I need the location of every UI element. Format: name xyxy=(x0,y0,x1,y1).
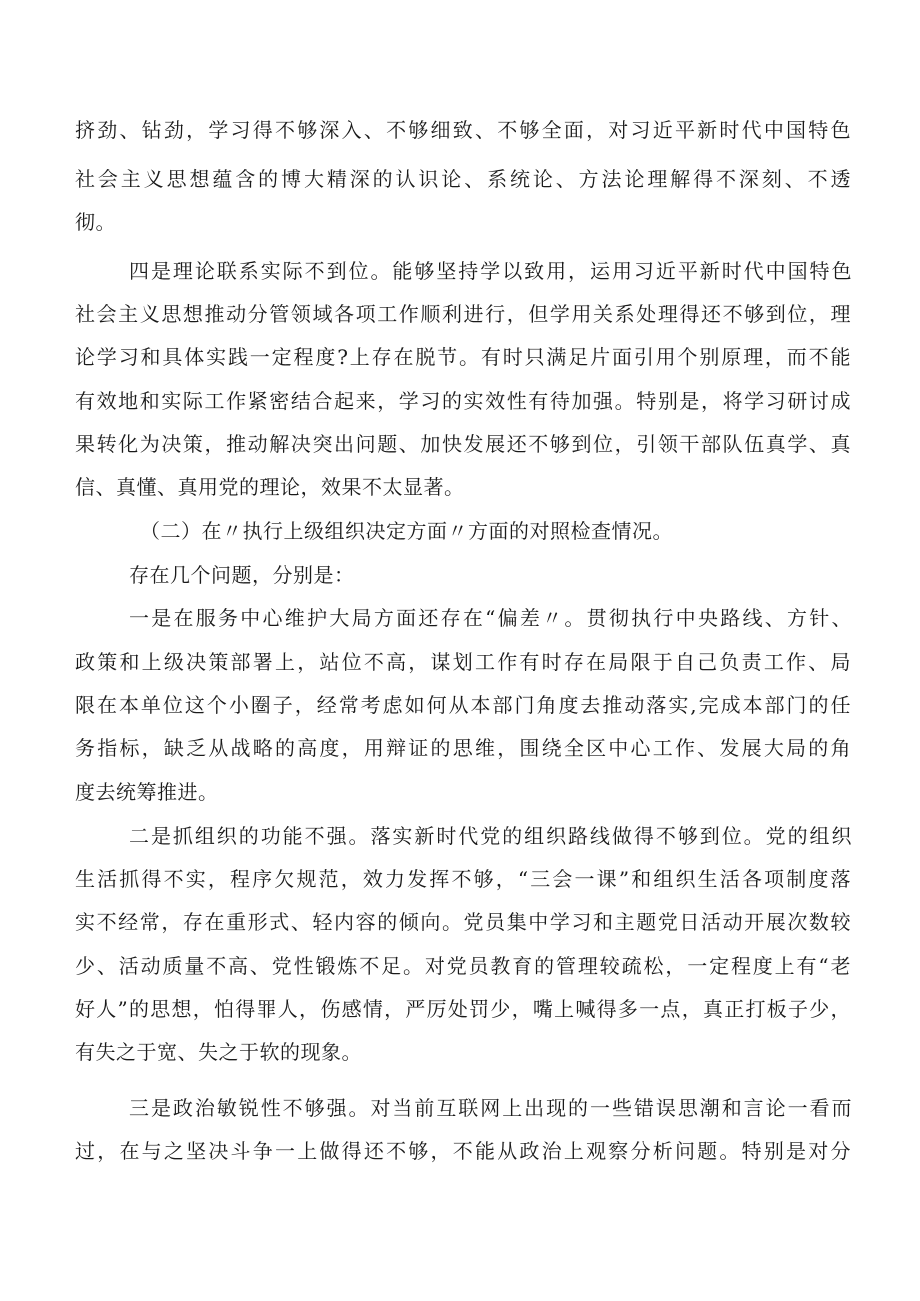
text-line: 实不经常，存在重形式、轻内容的倾向。党员集中学习和主题党日活动开展次数较 xyxy=(75,910,851,934)
text-line: 生活抓得不实，程序欠规范，效力发挥不够，“三会一课”和组织生活各项制度落 xyxy=(75,867,851,891)
text-line: 过，在与之坚决斗争一上做得还不够，不能从政治上观察分析问题。特别是对分 xyxy=(75,1139,851,1163)
text-line: 存在几个问题，分别是： xyxy=(129,563,355,587)
text-line: 有失之于宽、失之于软的现象。 xyxy=(75,1040,362,1064)
text-line: 度去统筹推进。 xyxy=(75,780,219,804)
text-line: 三是政治敏锐性不够强。对当前互联网上出现的一些错误思潮和言论一看而 xyxy=(129,1096,852,1120)
text-line: 少、活动质量不高、党性锻炼不足。对党员教育的管理较疏松，一定程度上有“老 xyxy=(75,954,851,978)
section-heading: （二）在〃执行上级组织决定方面〃方面的对照检查情况。 xyxy=(140,519,673,543)
text-line: 四是理论联系实际不到位。能够坚持学以致用，运用习近平新时代中国特色 xyxy=(129,259,852,283)
text-line: 二是抓组织的功能不强。落实新时代党的组织路线做得不够到位。党的组织 xyxy=(129,824,852,848)
text-line: 一是在服务中心维护大局方面还存在“偏差〃。贯彻执行中央路线、方针、 xyxy=(129,606,852,630)
text-line: 社会主义思想推动分管领域各项工作顺利进行，但学用关系处理得还不够到位，理 xyxy=(75,302,851,326)
text-line: 论学习和具体实践一定程度?上存在脱节。有时只满足片面引用个别原理，而不能 xyxy=(75,345,851,369)
text-line: 有效地和实际工作紧密结合起来，学习的实效性有待加强。特别是，将学习研讨成 xyxy=(75,389,851,413)
text-line: 彻。 xyxy=(75,210,116,234)
text-line: 果转化为决策，推动解决突出问题、加快发展还不够到位，引领干部队伍真学、真 xyxy=(75,432,851,456)
text-line: 政策和上级决策部署上，站位不高，谋划工作有时存在局限于自己负责工作、局 xyxy=(75,650,851,674)
text-line: 社会主义思想蕴含的博大精深的认识论、系统论、方法论理解得不深刻、不透 xyxy=(75,167,851,191)
text-line: 挤劲、钻劲，学习得不够深入、不够细致、不够全面，对习近平新时代中国特色 xyxy=(75,118,851,142)
text-line: 限在本单位这个小圈子，经常考虑如何从本部门角度去推动落实,完成本部门的任 xyxy=(75,693,851,717)
text-line: 好人”的思想，怕得罪人，伤感情，严厉处罚少，嘴上喊得多一点，真正打板子少， xyxy=(75,997,851,1021)
text-line: 务指标，缺乏从战略的高度，用辩证的思维，围绕全区中心工作、发展大局的角 xyxy=(75,736,851,760)
text-line: 信、真懂、真用党的理论，效果不太显著。 xyxy=(75,475,465,499)
